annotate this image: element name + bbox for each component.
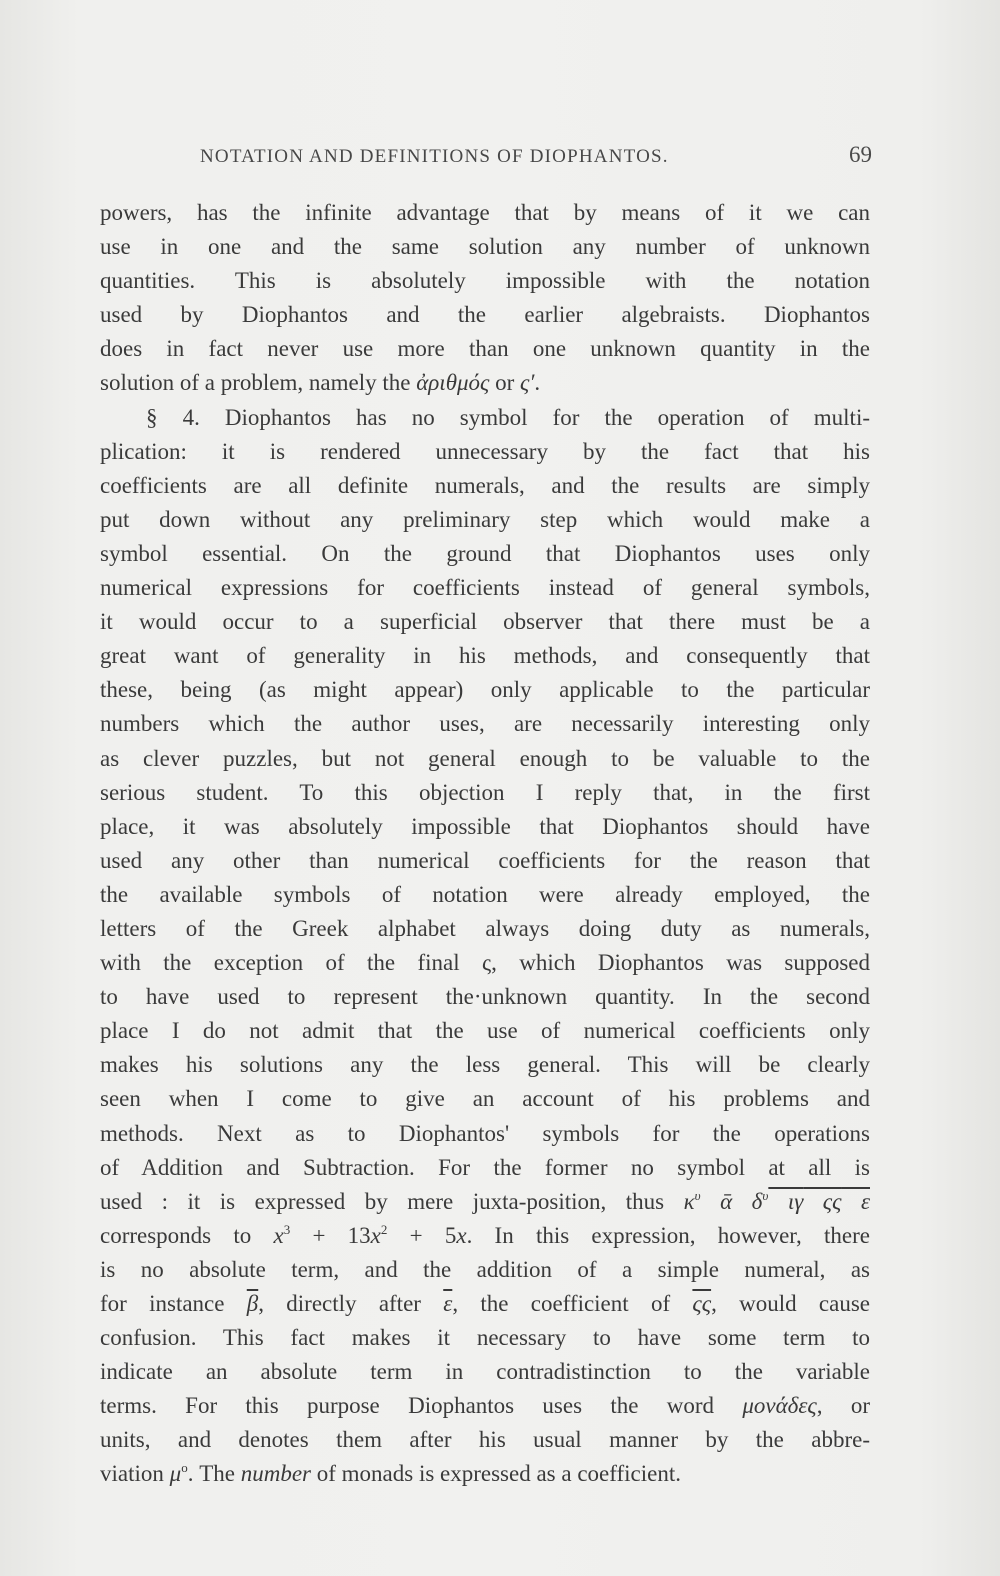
text-line: does in fact never use more than one unknown quantity in the <box>100 336 870 362</box>
text-line: quantities. This is absolutely impossible with the notation <box>100 268 870 294</box>
text-line: great want of generality in his methods, and consequently that <box>100 643 870 669</box>
text-line: plication: it is rendered unnecessary by the fact that his <box>100 438 870 464</box>
text-line: makes his solutions any the less general. This will be clearly <box>100 1052 870 1078</box>
text-line: solution of a problem, namely the ἀριθμός or ς′. <box>100 370 541 396</box>
text-line: of Addition and Subtraction. For the former no symbol at all is <box>100 1154 870 1180</box>
text-line: methods. Next as to Diophantos' symbols for the operations <box>100 1120 870 1146</box>
text-line: § 4. Diophantos has no symbol for the operation of multi- <box>146 404 870 430</box>
text-line: the available symbols of notation were already employed, the <box>100 881 870 907</box>
text-line: confusion. This fact makes it necessary to have some term to <box>100 1325 870 1351</box>
text-line: letters of the Greek alphabet always doing duty as numerals, <box>100 915 870 941</box>
text-line: these, being (as might appear) only applicable to the particular <box>100 677 870 703</box>
text-line: as clever puzzles, but not general enough to be valuable to the <box>100 745 870 771</box>
text-line: for instance $\overline{\beta}$, directly after $\overline{\varepsilon}$, the coefficient of $\overline{\varsigma\varsigma}$, would cause <box>100 1291 870 1316</box>
text-line: viation $\mu^o$. The number of monads is expressed as a coefficient. <box>100 1460 681 1487</box>
text-line: serious student. To this objection I reply that, in the first <box>100 779 870 805</box>
text-line: coefficients are all definite numerals, and the results are simply <box>100 472 870 498</box>
text-line: is no absolute term, and the addition of a simple numeral, as <box>100 1256 870 1282</box>
text-line: put down without any preliminary step which would make a <box>100 506 870 532</box>
text-line: symbol essential. On the ground that Diophantos uses only <box>100 540 870 566</box>
text-line: with the exception of the final ς, which Diophantos was supposed <box>100 950 870 976</box>
text-line: seen when I come to give an account of his problems and <box>100 1086 870 1112</box>
text-line: it would occur to a superficial observer that there must be a <box>100 609 870 635</box>
greek-final-sigma: ς′ <box>520 370 535 396</box>
text-line: terms. For this purpose Diophantos uses the word μονάδες, or <box>100 1393 870 1419</box>
text-line: used any other than numerical coefficients for the reason that <box>100 847 870 873</box>
text-line: to have used to represent the·unknown quantity. In the second <box>100 984 870 1010</box>
text-line: used : it is expressed by mere juxta-position, thus $\kappa^\upsilon$ ᾱ $\delta^\upsilon$ ιγ ςς ε <box>100 1187 870 1214</box>
text-line: units, and denotes them after his usual manner by the abbre- <box>100 1427 870 1453</box>
text-line: powers, has the infinite advantage that by means of it we can <box>100 200 870 225</box>
running-title: NOTATION AND DEFINITIONS OF DIOPHANTOS. <box>200 146 669 167</box>
text-line: corresponds to $x^3 + 13x^2 + 5x$. In this expression, however, there <box>100 1221 870 1248</box>
text-line: indicate an absolute term in contradistinction to the variable <box>100 1359 870 1385</box>
text-line: used by Diophantos and the earlier algebraists. Diophantos <box>100 302 870 328</box>
text-line: numerical expressions for coefficients instead of general symbols, <box>100 575 870 601</box>
body-text <box>100 196 870 1492</box>
text-line: place I do not admit that the use of numerical coefficients only <box>100 1018 870 1044</box>
greek-monades: μονάδες <box>742 1393 817 1419</box>
page-number: 69 <box>849 142 872 167</box>
text-line: use in one and the same solution any number of unknown <box>100 234 870 260</box>
greek-arithmos: ἀριθμός <box>416 370 490 396</box>
running-head <box>100 142 872 176</box>
text-line: place, it was absolutely impossible that Diophantos should have <box>100 813 870 839</box>
greek-notation: $\kappa^\upsilon$ ᾱ $\delta^\upsilon$ ιγ ςς ε <box>683 1187 870 1214</box>
text-line: numbers which the author uses, are necessarily interesting only <box>100 711 870 737</box>
